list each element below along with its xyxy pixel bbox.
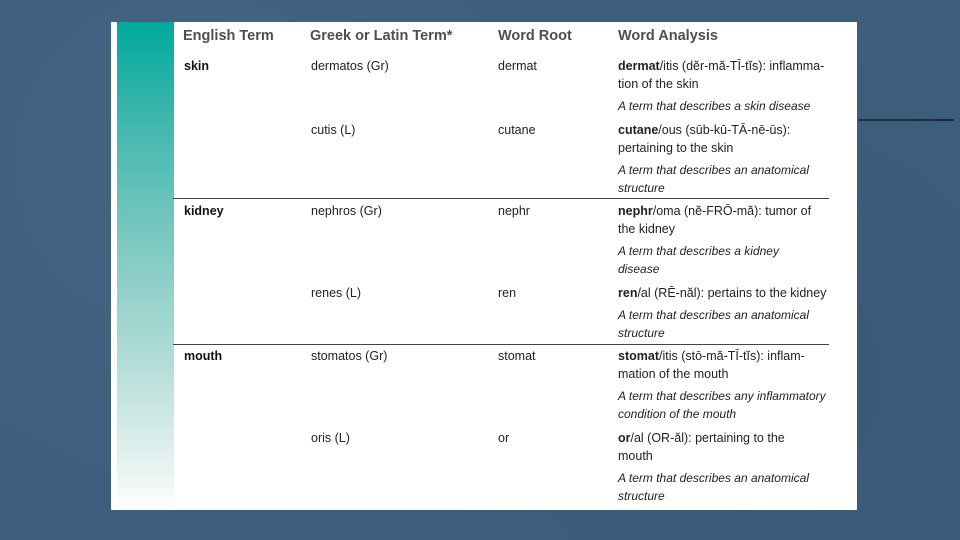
analysis-root: nephr [618, 204, 653, 218]
greek-latin-term: renes (L) [311, 286, 362, 300]
decorative-rule [858, 119, 954, 121]
word-analysis [618, 202, 833, 278]
greek-latin-term: stomatos (Gr) [311, 349, 388, 363]
header-word-root: Word Root [498, 28, 572, 44]
analysis-note-cont: structure [618, 326, 665, 340]
analysis-note: A term that describes an anatomical [618, 308, 809, 322]
analysis-note-cont: condition of the mouth [618, 407, 737, 421]
analysis-root: stomat [618, 349, 659, 363]
word-root: nephr [498, 204, 530, 218]
analysis-note: A term that describes an anatomical [618, 471, 809, 485]
analysis-note: A term that describes an anatomical [618, 163, 809, 177]
analysis-note-cont: structure [618, 489, 665, 503]
analysis-root: cutane [618, 123, 659, 137]
greek-latin-term: nephros (Gr) [311, 204, 382, 218]
word-root: cutane [498, 123, 536, 137]
accent-stripe [117, 22, 174, 510]
greek-latin-term: cutis (L) [311, 123, 356, 137]
analysis-root: or [618, 431, 631, 445]
analysis-note: A term that describes any inflammatory [618, 389, 826, 403]
analysis-note-cont: disease [618, 262, 660, 276]
word-root: or [498, 431, 510, 445]
analysis-text: /ous (sūb-kū-TĀ-nē-ūs): [658, 123, 791, 137]
analysis-text-cont: pertaining to the skin [618, 141, 734, 155]
header-greek-latin-term: Greek or Latin Term* [310, 28, 453, 44]
word-analysis [618, 429, 833, 505]
analysis-text: /itis (dĕr-mă-TĪ-tĭs): inflamma- [659, 59, 825, 73]
english-term-skin: skin [184, 59, 210, 73]
analysis-note: A term that describes a kidney [618, 244, 779, 258]
header-english-term: English Term [183, 28, 274, 44]
analysis-note: A term that describes a skin disease [618, 99, 811, 113]
analysis-text-cont: mation of the mouth [618, 367, 729, 381]
word-analysis [618, 347, 833, 423]
row-divider [173, 198, 829, 199]
header-word-analysis: Word Analysis [618, 28, 718, 44]
analysis-text: /oma (nĕ-FRŌ-mă): tumor of [652, 204, 812, 218]
word-root: ren [498, 286, 517, 300]
analysis-root: ren [618, 286, 638, 300]
greek-latin-term: dermatos (Gr) [311, 59, 389, 73]
terminology-table-card [111, 22, 857, 510]
word-root: stomat [498, 349, 536, 363]
word-analysis [618, 57, 833, 115]
word-root: dermat [498, 59, 537, 73]
english-term-kidney: kidney [184, 204, 224, 218]
analysis-text: /al (RĒ-năl): pertains to the kidney [637, 286, 827, 300]
analysis-text-cont: the kidney [618, 222, 675, 236]
analysis-text-cont: tion of the skin [618, 77, 699, 91]
analysis-text: /itis (stō-mă-TĪ-tĭs): inflam- [658, 349, 805, 363]
analysis-text-cont: mouth [618, 449, 653, 463]
analysis-note-cont: structure [618, 181, 665, 195]
analysis-text: /al (OR-ăl): pertaining to the [630, 431, 785, 445]
analysis-root: dermat [618, 59, 660, 73]
row-divider [173, 344, 829, 345]
english-term-mouth: mouth [184, 349, 223, 363]
word-analysis [618, 284, 843, 342]
word-analysis [618, 121, 833, 197]
greek-latin-term: oris (L) [311, 431, 350, 445]
